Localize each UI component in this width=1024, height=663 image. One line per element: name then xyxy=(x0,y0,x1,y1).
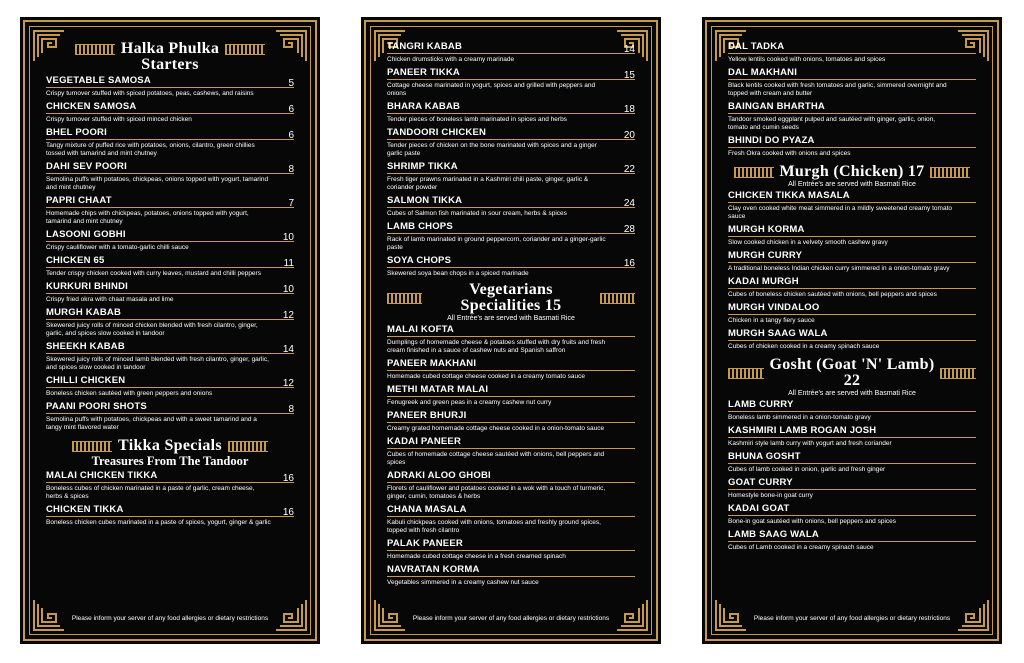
menu-item-description: Cubes of chicken cooked in a creamy spinach sauce xyxy=(728,343,880,350)
section-heading-murgh xyxy=(728,164,976,188)
menu-item xyxy=(46,375,294,398)
menu-item-description: Semolina puffs with potatoes, chickpeas and with a sweet tamarind and a tangy mint flavored water xyxy=(46,416,257,431)
menu-item-description: Florets of cauliflower and potatoes cooked in a wok with a touch of turmeric, ginger, cumin, tomatoes & herbs xyxy=(387,485,606,500)
menu-item-name: MURGH CURRY xyxy=(728,250,976,263)
menu-item-name: MALAI KOFTA xyxy=(387,324,635,337)
menu-item-name: GOAT CURRY xyxy=(728,477,976,490)
menu-item-name: CHICKEN TIKKA xyxy=(46,504,294,517)
menu-item-price: 8 xyxy=(288,404,294,415)
menu-item-description: Tender crispy chicken cooked with curry leaves, mustard and chilli peppers xyxy=(46,270,261,277)
menu-item-price: 16 xyxy=(282,473,294,484)
menu-item xyxy=(728,250,976,273)
menu-panel-starters xyxy=(20,17,320,644)
menu-item-name: PANEER MAKHANI xyxy=(387,358,635,371)
menu-item-name: DAL MAKHANI xyxy=(728,67,976,80)
menu-item-description: Crispy cauliflower with a tomato-garlic chilli sauce xyxy=(46,244,189,251)
menu-item-name: METHI MATAR MALAI xyxy=(387,384,635,397)
menu-item-price: 12 xyxy=(282,310,294,321)
menu-item xyxy=(46,281,294,304)
menu-item-name: KADAI MURGH xyxy=(728,276,976,289)
greek-key-ornament-icon xyxy=(734,167,774,178)
menu-item-name: CHANA MASALA xyxy=(387,504,635,517)
menu-item xyxy=(728,67,976,98)
menu-item-description: Cubes of lamb cooked in onion, garlic and fresh ginger xyxy=(728,466,886,473)
menu-item-price: 10 xyxy=(282,232,294,243)
menu-item-description: Cubes of boneless chicken sautéed with onions, bell peppers and spices xyxy=(728,291,937,298)
menu-item xyxy=(387,538,635,561)
greek-key-ornament-icon xyxy=(930,167,970,178)
menu-item-name: DAHI SEV POORI xyxy=(46,161,294,174)
allergy-note: Please inform your server of any food allergies or dietary restrictions xyxy=(71,615,269,622)
menu-item-name: KADAI PANEER xyxy=(387,436,635,449)
menu-item-name: KURKURI BHINDI xyxy=(46,281,294,294)
section-title: Halka Phulka xyxy=(120,40,220,57)
menu-item-name: BHUNA GOSHT xyxy=(728,451,976,464)
menu-item-price: 8 xyxy=(288,164,294,175)
section-subtitle: Starters xyxy=(141,56,199,73)
menu-item-name: BAINGAN BHARTHA xyxy=(728,101,976,114)
menu-item-description: Tangy mixture of puffed rice with potatoes, onions, cilantro, green chillies tossed with tamarind and mint chutney xyxy=(46,142,255,157)
menu-item-description: Skewered juicy rolls of minced lamb blended with fresh cilantro, ginger, garlic, and spices slow cooked in tandoor xyxy=(46,356,269,371)
menu-item-price: 18 xyxy=(623,104,635,115)
section-heading-starters xyxy=(46,41,294,73)
menu-item xyxy=(387,410,635,433)
menu-item-description: Crispy fried okra with chaat masala and lime xyxy=(46,296,174,303)
menu-item-price: 6 xyxy=(288,130,294,141)
greek-key-ornament-icon xyxy=(75,44,115,55)
menu-item xyxy=(46,401,294,432)
menu-item-description: Semolina puffs with potatoes, chickpeas, onions topped with yogurt, tamarind and mint chutney xyxy=(46,176,269,191)
menu-item-price: 14 xyxy=(623,44,635,55)
menu-item xyxy=(46,75,294,98)
menu-item-name: PAANI POORI SHOTS xyxy=(46,401,294,414)
menu-item-description: Tender pieces of boneless lamb marinated in spices and herbs xyxy=(387,116,567,123)
menu-item-name: ADRAKI ALOO GHOBI xyxy=(387,470,635,483)
greek-key-ornament-icon xyxy=(940,368,976,379)
menu-item xyxy=(387,358,635,381)
menu-item xyxy=(387,101,635,124)
menu-item-price: 11 xyxy=(283,258,294,269)
section-subtitle: Treasures From The Tandoor xyxy=(91,454,249,468)
menu-item-description: Tandoor smoked eggplant pulped and sautéed with ginger, garlic, onion, tomato and cumin seeds xyxy=(728,116,936,131)
menu-item xyxy=(728,41,976,64)
menu-item-name: BHARA KABAB xyxy=(387,101,635,114)
menu-item-description: Kashmiri style lamb curry with yogurt and fresh coriander xyxy=(728,440,892,447)
menu-item-description: Chicken drumsticks with a creamy marinade xyxy=(387,56,515,63)
greek-key-ornament-icon xyxy=(72,441,112,452)
section-title: Vegetarians Specialities 15 xyxy=(460,281,562,314)
section-title: Murgh (Chicken) 17 xyxy=(779,163,925,180)
menu-item-name: LAMB CURRY xyxy=(728,399,976,412)
menu-item-price: 14 xyxy=(282,344,294,355)
menu-item xyxy=(387,504,635,535)
menu-item-name: TANDOORI CHICKEN xyxy=(387,127,635,140)
section-heading-tikka xyxy=(46,438,294,468)
menu-item xyxy=(46,341,294,372)
menu-item-name: NAVRATAN KORMA xyxy=(387,564,635,577)
menu-item xyxy=(728,399,976,422)
menu-list xyxy=(728,399,976,552)
menu-list xyxy=(46,470,294,527)
menu-item-description: Skewered soya bean chops in a spiced marinade xyxy=(387,270,529,277)
menu-item-price: 22 xyxy=(623,164,635,175)
menu-item-name: LASOONI GOBHI xyxy=(46,229,294,242)
menu-item-name: PALAK PANEER xyxy=(387,538,635,551)
section-title: Gosht (Goat 'N' Lamb) 22 xyxy=(769,356,935,389)
menu-item-description: Fresh Okra cooked with onions and spices xyxy=(728,150,851,157)
menu-item-description: Crispy turnover stuffed with spiced minced chicken xyxy=(46,116,192,123)
section-title: Tikka Specials xyxy=(118,437,222,454)
greek-key-ornament-icon xyxy=(387,293,422,304)
menu-item-name: BHEL POORI xyxy=(46,127,294,140)
menu-item xyxy=(728,529,976,552)
menu-item-description: Cubes of Lamb cooked in a creamy spinach sauce xyxy=(728,544,874,551)
allergy-note: Please inform your server of any food allergies or dietary restrictions xyxy=(753,615,951,622)
menu-item xyxy=(728,477,976,500)
menu-item xyxy=(387,41,635,64)
menu-item-price: 12 xyxy=(282,378,294,389)
menu-item-description: Tender pieces of chicken on the bone marinated with spices and a ginger garlic paste xyxy=(387,142,597,157)
menu-item-name: SHEEKH KABAB xyxy=(46,341,294,354)
menu-item xyxy=(46,161,294,192)
menu-item-name: MURGH VINDALOO xyxy=(728,302,976,315)
menu-item-name: MURGH KABAB xyxy=(46,307,294,320)
menu-item-name: PAPRI CHAAT xyxy=(46,195,294,208)
menu-item xyxy=(387,195,635,218)
menu-panel-tandoor-vegetarian xyxy=(361,17,661,644)
section-note: All Entrée's are served with Basmati Rice xyxy=(788,390,916,397)
menu-item-price: 16 xyxy=(623,258,635,269)
menu-item-name: MURGH SAAG WALA xyxy=(728,328,976,341)
menu-list xyxy=(387,41,635,278)
greek-key-ornament-icon xyxy=(728,368,764,379)
menu-item-price: 7 xyxy=(288,198,294,209)
menu-item-description: Rack of lamb marinated in ground peppercorn, coriander and a ginger-garlic paste xyxy=(387,236,606,251)
menu-item-description: Cottage cheese marinated in yogurt, spices and grilled with peppers and onions xyxy=(387,82,596,97)
allergy-note: Please inform your server of any food allergies or dietary restrictions xyxy=(412,615,610,622)
menu-item-name: PANEER BHURJI xyxy=(387,410,635,423)
menu-list xyxy=(46,75,294,432)
menu-item-description: Fenugreek and green peas in a creamy cashew nut curry xyxy=(387,399,552,406)
menu-item-description: Fresh tiger prawns marinated in a Kashmiri chili paste, ginger, garlic & coriander powder xyxy=(387,176,589,191)
menu-item-description: Crispy turnover stuffed with spiced potatoes, peas, cashews, and raisins xyxy=(46,90,254,97)
menu-item-description: Vegetables simmered in a creamy cashew nut sauce xyxy=(387,579,539,586)
menu-item xyxy=(728,190,976,221)
menu-list xyxy=(728,190,976,351)
menu-item xyxy=(46,470,294,501)
menu-item-description: Slow cooked chicken in a velvety smooth cashew gravy xyxy=(728,239,888,246)
menu-item xyxy=(387,161,635,192)
menu-item-description: Homemade cubed cottage cheese cooked in a creamy tomato sauce xyxy=(387,373,586,380)
menu-item-price: 20 xyxy=(623,130,635,141)
menu-item xyxy=(46,229,294,252)
menu-item-description: Boneless cubes of chicken marinated in a paste of garlic, cream cheese, herbs & spices xyxy=(46,485,255,500)
menu-item-name: SOYA CHOPS xyxy=(387,255,635,268)
greek-key-ornament-icon xyxy=(600,293,635,304)
menu-item-name: CHICKEN TIKKA MASALA xyxy=(728,190,976,203)
menu-item xyxy=(387,564,635,587)
menu-item xyxy=(387,470,635,501)
menu-item-name: SHRIMP TIKKA xyxy=(387,161,635,174)
menu-item-description: Kabuli chickpeas cooked with onions, tomatoes and freshly ground spices, topped with fresh cilantro xyxy=(387,519,601,534)
menu-list xyxy=(728,41,976,158)
menu-item-name: KASHMIRI LAMB ROGAN JOSH xyxy=(728,425,976,438)
menu-item-name: CHICKEN SAMOSA xyxy=(46,101,294,114)
menu-item-name: VEGETABLE SAMOSA xyxy=(46,75,294,88)
menu-item-price: 28 xyxy=(623,224,635,235)
menu-item-description: Homemade chips with chickpeas, potatoes, onions topped with yogurt, tamarind and mint chutney xyxy=(46,210,249,225)
menu-item-description: Bone-in goat sautéed with onions, bell peppers and spices xyxy=(728,518,897,525)
menu-item-description: A traditional boneless Indian chicken curry simmered in a onion-tomato gravy xyxy=(728,265,950,272)
menu-item-description: Chicken in a tangy fiery sauce xyxy=(728,317,815,324)
menu-item-description: Cubes of homemade cottage cheese sautéed with onions, bell peppers and spices xyxy=(387,451,605,466)
menu-item xyxy=(46,195,294,226)
greek-key-ornament-icon xyxy=(225,44,265,55)
section-note: All Entrée's are served with Basmati Rice xyxy=(447,315,575,322)
menu-item-description: Creamy grated homemade cottage cheese cooked in a onion-tomato sauce xyxy=(387,425,605,432)
menu-item xyxy=(46,255,294,278)
menu-item-description: Cubes of Salmon fish marinated in sour cream, herbs & spices xyxy=(387,210,567,217)
menu-item-description: Boneless chicken cubes marinated in a paste of spices, yogurt, ginger & garlic xyxy=(46,519,271,526)
menu-item-price: 24 xyxy=(623,198,635,209)
menu-item-name: LAMB SAAG WALA xyxy=(728,529,976,542)
menu-item xyxy=(387,67,635,98)
menu-item xyxy=(46,307,294,338)
menu-item-name: LAMB CHOPS xyxy=(387,221,635,234)
menu-item-name: CHICKEN 65 xyxy=(46,255,294,268)
menu-item-name: MURGH KORMA xyxy=(728,224,976,237)
menu-item xyxy=(387,255,635,278)
menu-item-name: PANEER TIKKA xyxy=(387,67,635,80)
menu-item-name: KADAI GOAT xyxy=(728,503,976,516)
menu-item-name: DAL TADKA xyxy=(728,41,976,54)
menu-item xyxy=(728,503,976,526)
menu-item-description: Boneless chicken sautéed with green peppers and onions xyxy=(46,390,213,397)
menu-item-description: Skewered juicy rolls of minced chicken blended with fresh cilantro, ginger, garlic, and spices slow cooked in tandoor xyxy=(46,322,258,337)
menu-item xyxy=(46,504,294,527)
menu-item-name: SALMON TIKKA xyxy=(387,195,635,208)
menu-item-name: BHINDI DO PYAZA xyxy=(728,135,976,148)
menu-item-name: TANGRI KABAB xyxy=(387,41,635,54)
greek-key-ornament-icon xyxy=(228,441,268,452)
menu-item-description: Homestyle bone-in goat curry xyxy=(728,492,813,499)
menu-item xyxy=(46,101,294,124)
menu-item xyxy=(728,302,976,325)
menu-item-price: 6 xyxy=(288,104,294,115)
menu-item-description: Boneless lamb simmered in a onion-tomato gravy xyxy=(728,414,871,421)
menu-list xyxy=(387,324,635,587)
menu-item xyxy=(46,127,294,158)
menu-item-price: 15 xyxy=(623,70,635,81)
menu-item xyxy=(387,324,635,355)
menu-item xyxy=(728,224,976,247)
menu-item-price: 5 xyxy=(288,78,294,89)
menu-item xyxy=(728,451,976,474)
menu-item-description: Homemade cubed cottage cheese in a fresh creamed spinach xyxy=(387,553,566,560)
menu-item xyxy=(728,425,976,448)
menu-item-price: 10 xyxy=(282,284,294,295)
menu-item-description: Clay oven cooked white meat simmered in a mildly sweetened creamy tomato sauce xyxy=(728,205,952,220)
section-heading-vegetarian xyxy=(387,282,635,322)
menu-panel-entrees xyxy=(702,17,1002,644)
menu-item xyxy=(387,221,635,252)
section-heading-gosht xyxy=(728,357,976,397)
menu-item-name: MALAI CHICKEN TIKKA xyxy=(46,470,294,483)
menu-item xyxy=(728,328,976,351)
menu-item xyxy=(728,135,976,158)
menu-item-description: Black lentils cooked with fresh tomatoes and garlic, simmered overnight and topped with cream and butter xyxy=(728,82,947,97)
menu-item xyxy=(387,384,635,407)
section-note: All Entrée's are served with Basmati Rice xyxy=(788,181,916,188)
menu-item-description: Yellow lentils cooked with onions, tomatoes and spices xyxy=(728,56,886,63)
menu-item-price: 16 xyxy=(282,507,294,518)
menu-item xyxy=(387,436,635,467)
menu-item-name: CHILLI CHICKEN xyxy=(46,375,294,388)
menu-item-description: Dumplings of homemade cheese & potatoes stuffed with dry fruits and fresh cream finished in a sauce of cashew nuts and Spanish saffron xyxy=(387,339,606,354)
menu-item xyxy=(387,127,635,158)
menu-item xyxy=(728,101,976,132)
menu-item xyxy=(728,276,976,299)
